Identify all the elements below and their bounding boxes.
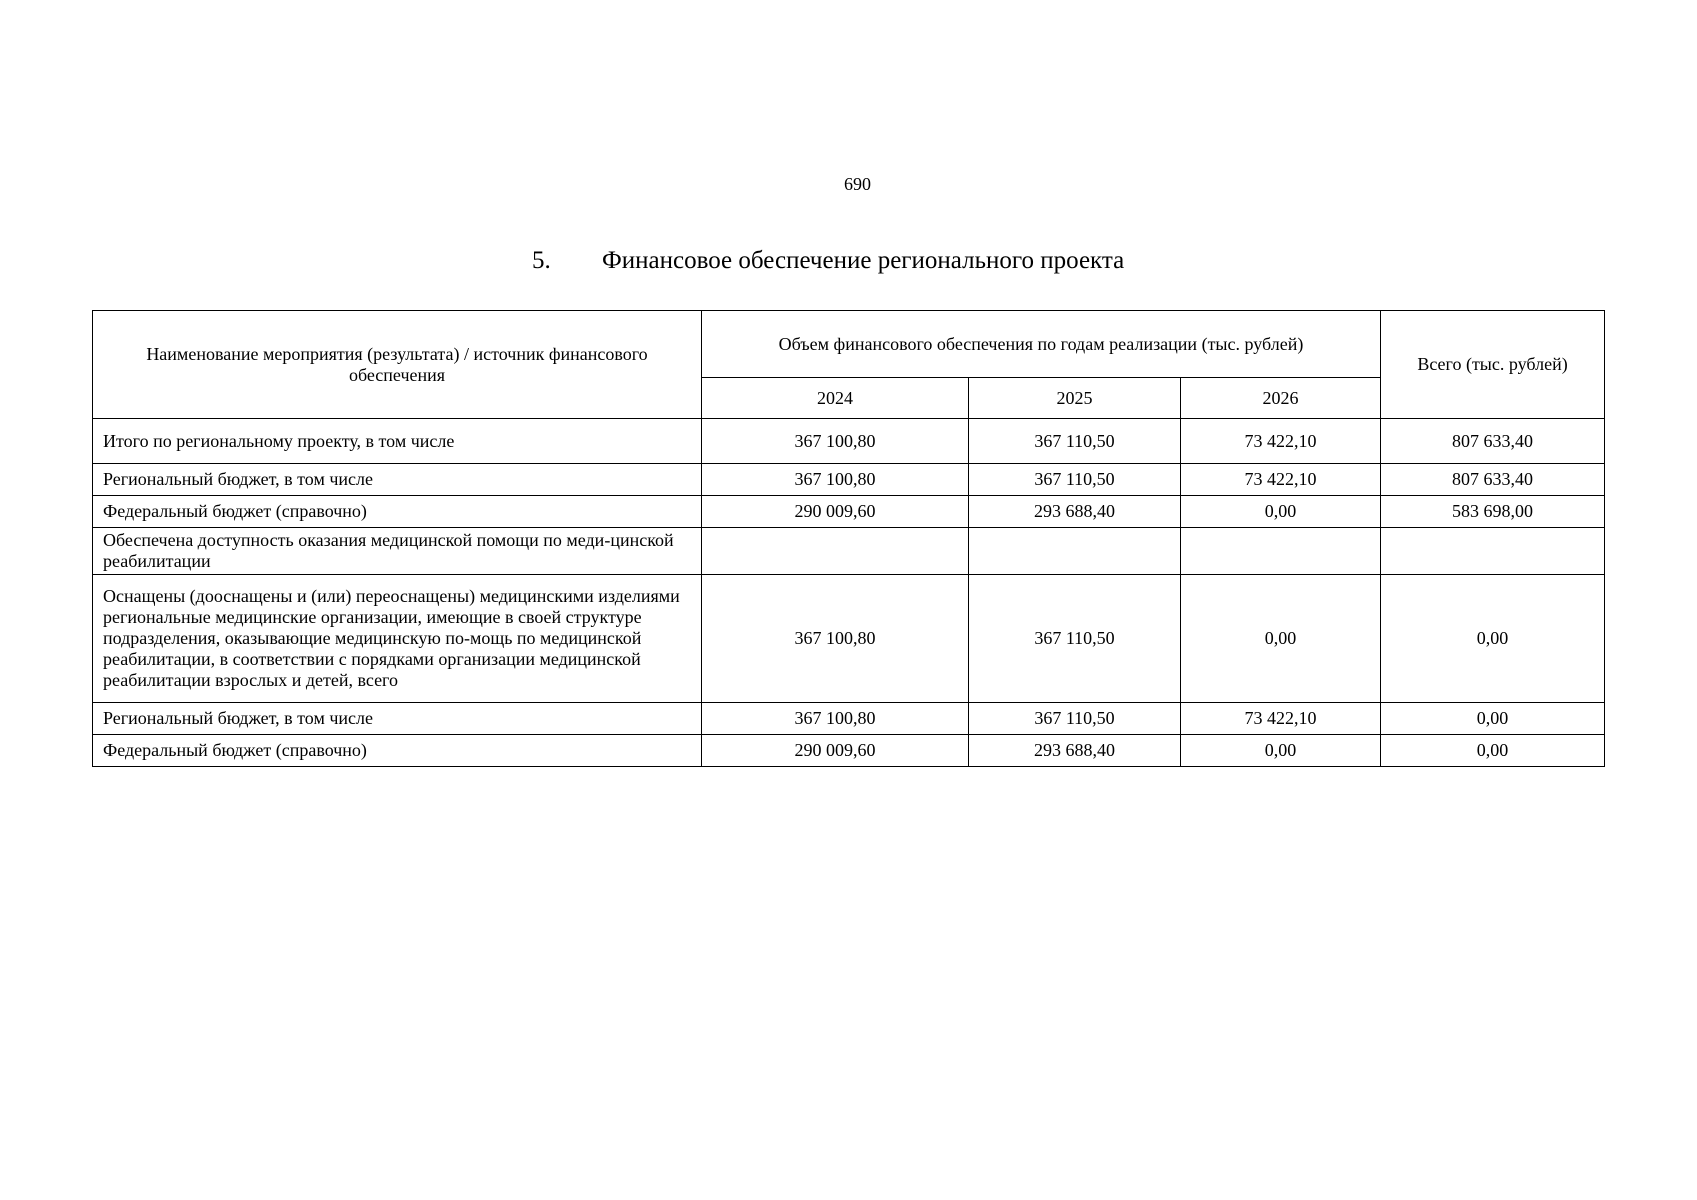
row-value-2024: 290 009,60: [702, 735, 969, 767]
row-value-2024: 290 009,60: [702, 496, 969, 528]
row-name: Федеральный бюджет (справочно): [93, 735, 702, 767]
table-row: [93, 703, 1605, 735]
row-value-total: 0,00: [1381, 575, 1605, 703]
row-value-2026: 0,00: [1181, 735, 1381, 767]
row-value-total: 807 633,40: [1381, 464, 1605, 496]
row-value-2026: 73 422,10: [1181, 703, 1381, 735]
header-name-column: Наименование мероприятия (результата) / источник финансового обеспечения: [93, 311, 702, 419]
row-value-2026: 0,00: [1181, 575, 1381, 703]
row-value-total: [1381, 528, 1605, 575]
section-number: 5.: [532, 247, 551, 274]
row-value-2025: 367 110,50: [969, 419, 1181, 464]
row-value-2025: 293 688,40: [969, 496, 1181, 528]
row-name: Обеспечена доступность оказания медицинской помощи по меди-цинской реабилитации: [93, 528, 702, 575]
table-row: [93, 419, 1605, 464]
row-value-2026: 0,00: [1181, 496, 1381, 528]
table-row: [93, 735, 1605, 767]
row-name: Федеральный бюджет (справочно): [93, 496, 702, 528]
row-value-2024: [702, 528, 969, 575]
row-value-2026: 73 422,10: [1181, 464, 1381, 496]
row-value-2026: 73 422,10: [1181, 419, 1381, 464]
section-title-text: Финансовое обеспечение регионального проекта: [602, 247, 1125, 274]
row-name: Региональный бюджет, в том числе: [93, 464, 702, 496]
row-value-2025: 367 110,50: [969, 703, 1181, 735]
section-title: [532, 246, 1124, 276]
header-year-2024: 2024: [702, 378, 969, 419]
row-value-total: 583 698,00: [1381, 496, 1605, 528]
table-row: [93, 496, 1605, 528]
table-row: [93, 575, 1605, 703]
header-year-2025: 2025: [969, 378, 1181, 419]
row-value-2025: [969, 528, 1181, 575]
header-total-column: Всего (тыс. рублей): [1381, 311, 1605, 419]
table-row: [93, 528, 1605, 575]
row-value-total: 0,00: [1381, 735, 1605, 767]
row-name: Оснащены (дооснащены и (или) переоснащены) медицинскими изделиями региональные медицинские организации, имеющие в своей структуре подразделения, оказывающие медицинскую по-мощь по медицинской реабилитации, в соответствии с порядками организации медицинской реабилитации взрослых и детей, всего: [93, 575, 702, 703]
row-value-2024: 367 100,80: [702, 575, 969, 703]
table-header-row: [93, 311, 1605, 378]
row-value-2024: 367 100,80: [702, 464, 969, 496]
row-value-2025: 367 110,50: [969, 464, 1181, 496]
row-value-2025: 293 688,40: [969, 735, 1181, 767]
header-year-2026: 2026: [1181, 378, 1381, 419]
financing-table: [92, 310, 1605, 767]
row-value-2025: 367 110,50: [969, 575, 1181, 703]
table-row: [93, 464, 1605, 496]
row-value-2024: 367 100,80: [702, 703, 969, 735]
row-value-total: 807 633,40: [1381, 419, 1605, 464]
header-volume-group: Объем финансового обеспечения по годам реализации (тыс. рублей): [702, 311, 1381, 378]
row-value-total: 0,00: [1381, 703, 1605, 735]
row-name: Региональный бюджет, в том числе: [93, 703, 702, 735]
row-value-2024: 367 100,80: [702, 419, 969, 464]
row-name: Итого по региональному проекту, в том числе: [93, 419, 702, 464]
page-number: 690: [844, 174, 871, 194]
row-value-2026: [1181, 528, 1381, 575]
